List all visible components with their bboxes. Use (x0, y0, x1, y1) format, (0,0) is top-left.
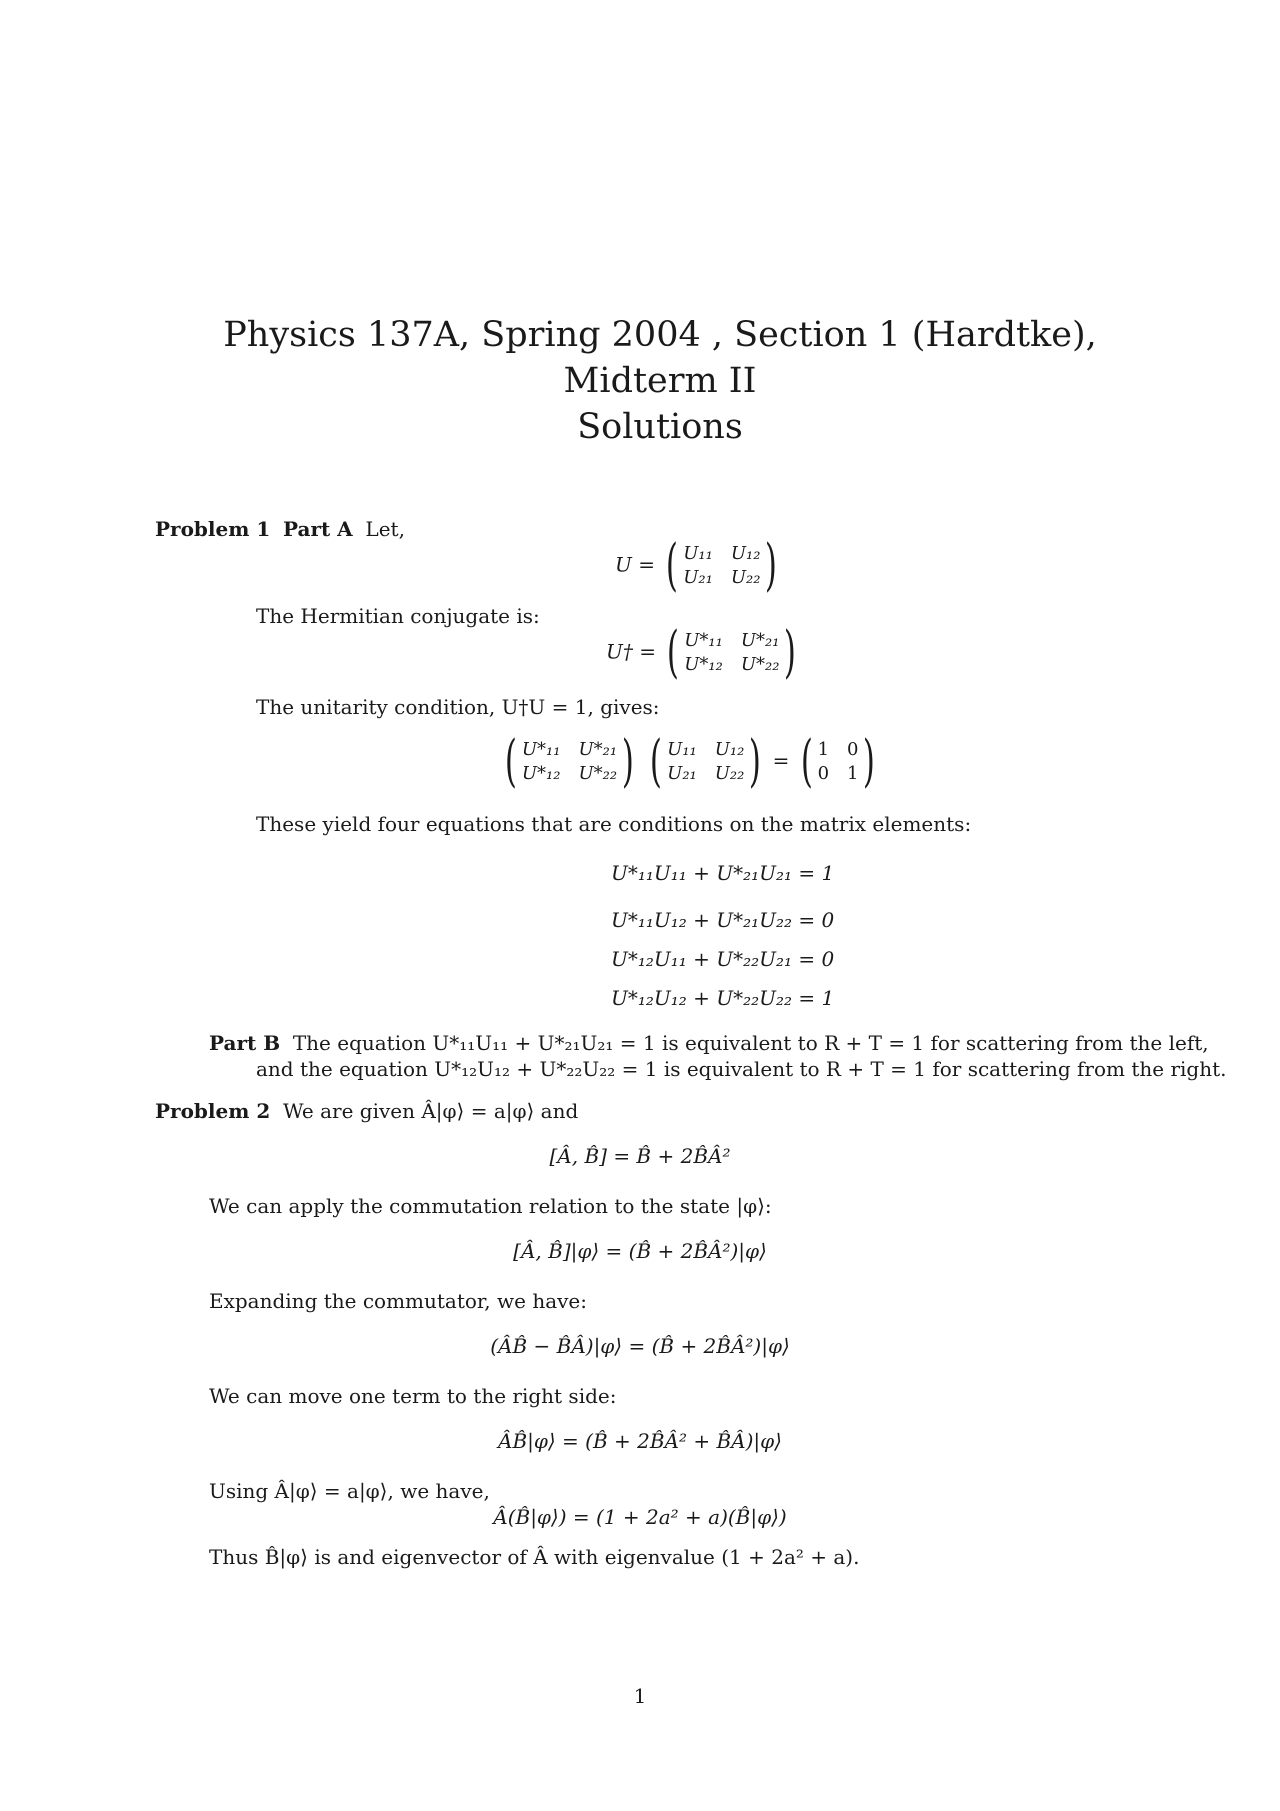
part-b-line-1 (209, 1030, 1209, 1056)
udag-entries (522, 738, 617, 786)
using-text: Using Â|φ⟩ = a|φ⟩, we have, (209, 1479, 490, 1503)
condition-equation-3: U*₁₂U₁₁ + U*₂₂U₂₁ = 0 (611, 947, 835, 971)
identity-matrix (796, 729, 881, 794)
matrix-entry: U₁₁ (667, 739, 697, 760)
u-matrix (661, 533, 782, 598)
matrix-entry: U*₁₂ (521, 763, 561, 784)
udag-lhs: U† = (606, 639, 656, 664)
matrix-entry: U*₁₁ (684, 630, 723, 651)
udag-matrix-product (500, 729, 639, 794)
matrix-entry: U*₂₂ (740, 654, 780, 675)
right-paren: ) (863, 729, 876, 794)
matrix-entry: U₂₁ (683, 567, 713, 588)
udag-matrix-equation (606, 620, 801, 685)
problem2-heading: Problem 2 (155, 1099, 271, 1123)
problem2-intro (155, 1098, 578, 1124)
u-lhs: U = (615, 552, 655, 577)
yield-text: These yield four equations that are conditions on the matrix elements: (256, 812, 972, 836)
condition-equation-1: U*₁₁U₁₁ + U*₂₁U₂₁ = 1 (611, 861, 835, 885)
given-text: We are given Â|φ⟩ = a|φ⟩ and (282, 1099, 579, 1123)
right-paren: ) (621, 729, 635, 794)
expand-text: Expanding the commutator, we have: (209, 1289, 587, 1313)
unitarity-text: The unitarity condition, U†U = 1, gives: (256, 695, 660, 719)
matrix-entry: U₁₁ (683, 543, 713, 564)
apply-text: We can apply the commutation relation to the state |φ⟩: (209, 1194, 772, 1218)
left-paren: ( (800, 729, 813, 794)
page-title (150, 312, 1170, 450)
identity-entries (818, 738, 859, 786)
move-text: We can move one term to the right side: (209, 1384, 617, 1408)
u-matrix-equation (615, 533, 782, 598)
applied-equation: [Â, B̂]|φ⟩ = (B̂ + 2B̂Â²)|φ⟩ (513, 1239, 767, 1263)
matrix-entry: U₂₂ (730, 567, 761, 588)
conclusion-text: Thus B̂|φ⟩ is and eigenvector of Â with eigenvalue (1 + 2a² + a). (209, 1545, 860, 1569)
udag-matrix-entries (684, 629, 779, 677)
matrix-entry: U₂₂ (714, 763, 745, 784)
part-b-text-1: The equation U*₁₁U₁₁ + U*₂₁U₂₁ = 1 is equivalent to R + T = 1 for scattering from the left, (292, 1031, 1209, 1055)
moved-equation: ÂB̂|φ⟩ = (B̂ + 2B̂Â² + B̂Â)|φ⟩ (498, 1429, 782, 1453)
u-entries (667, 738, 744, 786)
matrix-entry: U₁₂ (714, 739, 745, 760)
matrix-entry: 0 (817, 763, 830, 784)
equals-sign: = (772, 748, 790, 773)
part-b-heading: Part B (209, 1031, 281, 1055)
page-number: 1 (633, 1684, 647, 1708)
eigen-equation: Â(B̂|φ⟩) = (1 + 2a² + a)(B̂|φ⟩) (493, 1505, 787, 1529)
matrix-entry: U*₂₁ (578, 739, 618, 760)
matrix-entry: 0 (847, 739, 859, 760)
u-matrix-entries (683, 542, 760, 590)
unitarity-product-equation (500, 729, 880, 794)
problem1-intro (155, 516, 405, 542)
left-paren: ( (504, 729, 517, 794)
matrix-entry: U*₁₁ (521, 739, 561, 760)
left-paren: ( (666, 533, 679, 598)
left-paren: ( (650, 729, 663, 794)
let-text: Let, (365, 517, 405, 541)
expanded-equation: (ÂB̂ − B̂Â)|φ⟩ = (B̂ + 2B̂Â²)|φ⟩ (490, 1334, 790, 1358)
problem1-heading: Problem 1 (155, 517, 271, 541)
right-paren: ) (749, 729, 762, 794)
part-b-text-2: and the equation U*₁₂U₁₂ + U*₂₂U₂₂ = 1 is equivalent to R + T = 1 for scattering from the right. (256, 1057, 1227, 1081)
matrix-entry: U*₁₂ (684, 654, 723, 675)
matrix-entry: U₁₂ (730, 543, 761, 564)
matrix-entry: U*₂₁ (740, 630, 780, 651)
right-paren: ) (784, 620, 797, 685)
u-matrix-product (645, 729, 766, 794)
hermitian-text: The Hermitian conjugate is: (256, 604, 540, 628)
udag-matrix (662, 620, 801, 685)
part-a-heading: Part A (282, 517, 353, 541)
condition-equation-2: U*₁₁U₁₂ + U*₂₁U₂₂ = 0 (611, 908, 835, 932)
matrix-entry: U*₂₂ (578, 763, 618, 784)
matrix-entry: 1 (817, 739, 830, 760)
right-paren: ) (765, 533, 778, 598)
condition-equation-4: U*₁₂U₁₂ + U*₂₂U₂₂ = 1 (611, 986, 835, 1010)
title-line-1: Physics 137A, Spring 2004 , Section 1 (Hardtke), Midterm II (223, 315, 1097, 401)
matrix-entry: U₂₁ (667, 763, 697, 784)
left-paren: ( (667, 620, 680, 685)
title-line-2: Solutions (577, 407, 743, 447)
matrix-entry: 1 (847, 763, 859, 784)
commutator-equation: [Â, B̂] = B̂ + 2B̂Â² (549, 1144, 731, 1168)
